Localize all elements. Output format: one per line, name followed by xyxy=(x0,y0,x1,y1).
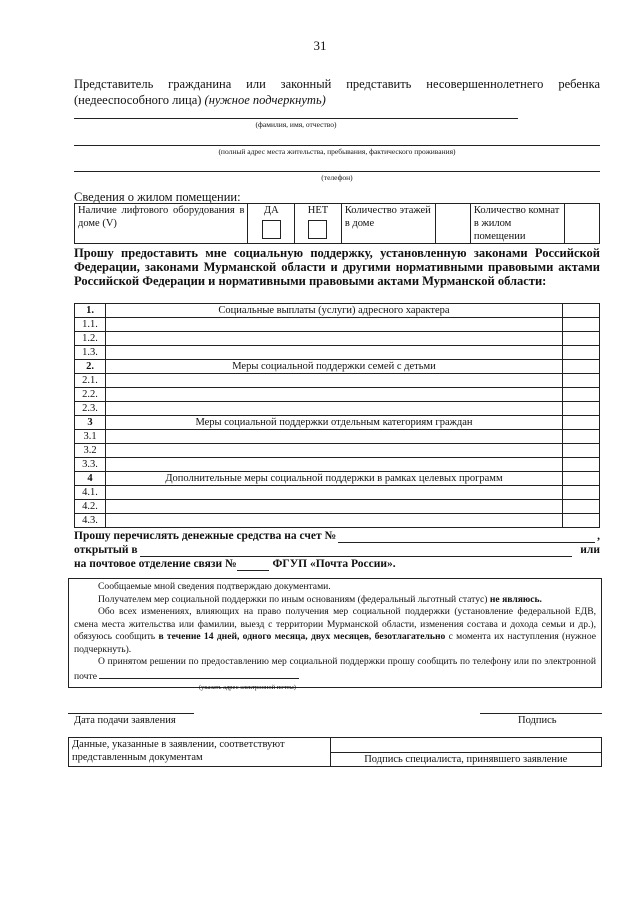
section-check[interactable] xyxy=(563,360,600,374)
item-description[interactable] xyxy=(106,458,563,472)
section-number: 1. xyxy=(75,304,106,318)
section-title: Дополнительные меры социальной поддержки в рамках целевых программ xyxy=(106,472,563,486)
item-description[interactable] xyxy=(106,444,563,458)
floors-value[interactable] xyxy=(436,204,471,244)
item-number: 3.2 xyxy=(75,444,106,458)
item-number: 4.1. xyxy=(75,486,106,500)
no-label: НЕТ xyxy=(307,205,329,216)
item-description[interactable] xyxy=(106,346,563,360)
elevator-yes-cell xyxy=(248,204,295,244)
date-line[interactable] xyxy=(68,713,194,714)
confirmation-box xyxy=(68,578,602,691)
item-description[interactable] xyxy=(106,402,563,416)
item-description[interactable] xyxy=(106,374,563,388)
confirm-p2-bold: не являюсь. xyxy=(489,593,542,605)
measure-section-row xyxy=(75,304,600,318)
measure-item-row xyxy=(75,430,600,444)
measure-item-row xyxy=(75,458,600,472)
item-number: 1.2. xyxy=(75,332,106,346)
email-caption: (указать адрес электронной почты) xyxy=(199,684,296,691)
measure-item-row xyxy=(75,402,600,416)
name-line xyxy=(74,118,518,119)
item-check[interactable] xyxy=(563,458,600,472)
item-number: 3.1 xyxy=(75,430,106,444)
measure-section-row xyxy=(75,360,600,374)
measure-item-row xyxy=(75,374,600,388)
section-check[interactable] xyxy=(563,416,600,430)
request-text: Прошу предоставить мне социальную поддержку, установленную законами Российской Федерации, законами Мурманской области и другими нормативными правовыми актами Российской Федерации и нормативными правовыми актами Мурманской области: xyxy=(74,246,600,288)
section-check[interactable] xyxy=(563,304,600,318)
measure-item-row xyxy=(75,514,600,528)
item-number: 3.3. xyxy=(75,458,106,472)
section-title: Меры социальной поддержки отдельным категориям граждан xyxy=(106,416,563,430)
rooms-label: Количество комнат в жилом помещении xyxy=(470,204,564,244)
item-description[interactable] xyxy=(106,500,563,514)
page-number: 31 xyxy=(313,38,327,53)
confirm-p2-text: Получателем мер социальной поддержки по иным основаниям (федеральный льготный статус) xyxy=(98,593,488,605)
representative-text xyxy=(74,76,600,108)
specialist-signature-field[interactable] xyxy=(330,738,601,753)
item-check[interactable] xyxy=(563,444,600,458)
item-check[interactable] xyxy=(563,346,600,360)
measure-item-row xyxy=(75,388,600,402)
item-check[interactable] xyxy=(563,430,600,444)
bank-field[interactable] xyxy=(140,545,573,557)
item-description[interactable] xyxy=(106,388,563,402)
item-description[interactable] xyxy=(106,332,563,346)
item-check[interactable] xyxy=(563,500,600,514)
signature-line[interactable] xyxy=(480,713,602,714)
measure-item-row xyxy=(75,346,600,360)
phone-line xyxy=(74,171,600,172)
address-caption: (полный адрес места жительства, пребывания, фактического проживания) xyxy=(218,147,456,156)
no-checkbox[interactable] xyxy=(308,220,327,239)
confirm-p4 xyxy=(74,656,596,683)
item-number: 2.2. xyxy=(75,388,106,402)
section-number: 3 xyxy=(75,416,106,430)
measure-item-row xyxy=(75,500,600,514)
item-check[interactable] xyxy=(563,388,600,402)
confirm-p3 xyxy=(74,606,596,656)
email-field[interactable] xyxy=(99,669,299,679)
confirm-p2 xyxy=(74,594,596,607)
item-check[interactable] xyxy=(563,332,600,346)
section-number: 4 xyxy=(75,472,106,486)
item-number: 2.1. xyxy=(75,374,106,388)
name-caption: (фамилия, имя, отчество) xyxy=(255,120,337,129)
item-number: 2.3. xyxy=(75,402,106,416)
section-number: 2. xyxy=(75,360,106,374)
signature-label: Подпись xyxy=(518,715,557,726)
account-number-field[interactable] xyxy=(338,531,595,543)
post-office-label: на почтовое отделение связи № xyxy=(74,558,237,570)
measure-section-row xyxy=(75,472,600,486)
confirm-p1: Сообщаемые мной сведения подтверждаю документами. xyxy=(98,581,331,592)
item-description[interactable] xyxy=(106,486,563,500)
measure-item-row xyxy=(75,318,600,332)
housing-title: Сведения о жилом помещении: xyxy=(74,190,241,204)
bank-label: открытый в xyxy=(74,544,138,556)
phone-caption: (телефон) xyxy=(321,173,353,182)
payment-account-label: Прошу перечислять денежные средства на счет № xyxy=(74,530,337,542)
payment-line-1: Прошу перечислять денежные средства на счет № , xyxy=(74,530,600,542)
representative-note: (нужное подчеркнуть) xyxy=(204,93,326,107)
item-check[interactable] xyxy=(563,318,600,332)
measure-item-row xyxy=(75,332,600,346)
confirm-p4-text: О принятом решении по предоставлению мер социальной поддержки прошу сообщить по телефону или по электронной почте xyxy=(74,656,596,682)
payment-block xyxy=(74,529,600,571)
confirm-p3-end: с момента их наступления (нужное подчеркнуть). xyxy=(74,631,596,655)
measure-item-row xyxy=(75,486,600,500)
item-check[interactable] xyxy=(563,374,600,388)
address-line xyxy=(74,145,600,146)
payment-line-3 xyxy=(74,557,600,571)
item-description[interactable] xyxy=(106,430,563,444)
item-description[interactable] xyxy=(106,318,563,332)
item-check[interactable] xyxy=(563,486,600,500)
measure-section-row xyxy=(75,416,600,430)
section-title: Меры социальной поддержки семей с детьми xyxy=(106,360,563,374)
yes-checkbox[interactable] xyxy=(262,220,281,239)
item-description[interactable] xyxy=(106,514,563,528)
elevator-label: Наличие лифтового оборудования в доме (V) xyxy=(75,204,248,244)
item-number: 1.1. xyxy=(75,318,106,332)
representative-label: Представитель гражданина или законный представить несовершеннолетнего ребенка (недееспособного лица) xyxy=(74,77,600,107)
item-number: 1.3. xyxy=(75,346,106,360)
yes-label: ДА xyxy=(263,205,279,216)
payment-line-2 xyxy=(74,543,600,557)
item-number: 4.2. xyxy=(75,500,106,514)
section-title: Социальные выплаты (услуги) адресного характера xyxy=(106,304,563,318)
elevator-no-cell xyxy=(295,204,342,244)
rooms-value[interactable] xyxy=(565,204,600,244)
item-check[interactable] xyxy=(563,514,600,528)
floors-label: Количество этажей в доме xyxy=(341,204,435,244)
confirm-p3-bold: в течение 14 дней, одного месяца, двух месяцев, безотлагательно xyxy=(158,631,446,642)
or-label: или xyxy=(580,544,600,556)
housing-table xyxy=(74,203,600,244)
item-number: 4.3. xyxy=(75,514,106,528)
data-matches-label: Данные, указанные в заявлении, соответствуют представленным документам xyxy=(69,738,331,767)
measure-item-row xyxy=(75,444,600,458)
post-name: ФГУП «Почта России». xyxy=(272,558,396,570)
section-check[interactable] xyxy=(563,472,600,486)
confirm-p3-text: Обо всех изменениях, влияющих на право получения мер социальной поддержки (установление федеральной ЕДВ, смена места жительства или фамилии, выезд с территории Мурманской области, изменения состава и дохода семьи и др.), обязуюсь сообщить xyxy=(74,606,596,642)
measures-table xyxy=(74,303,600,528)
item-check[interactable] xyxy=(563,402,600,416)
specialist-signature-label: Подпись специалиста, принявшего заявление xyxy=(330,753,601,767)
post-office-field[interactable] xyxy=(237,559,269,571)
final-table xyxy=(68,737,602,767)
date-label: Дата подачи заявления xyxy=(74,715,176,726)
